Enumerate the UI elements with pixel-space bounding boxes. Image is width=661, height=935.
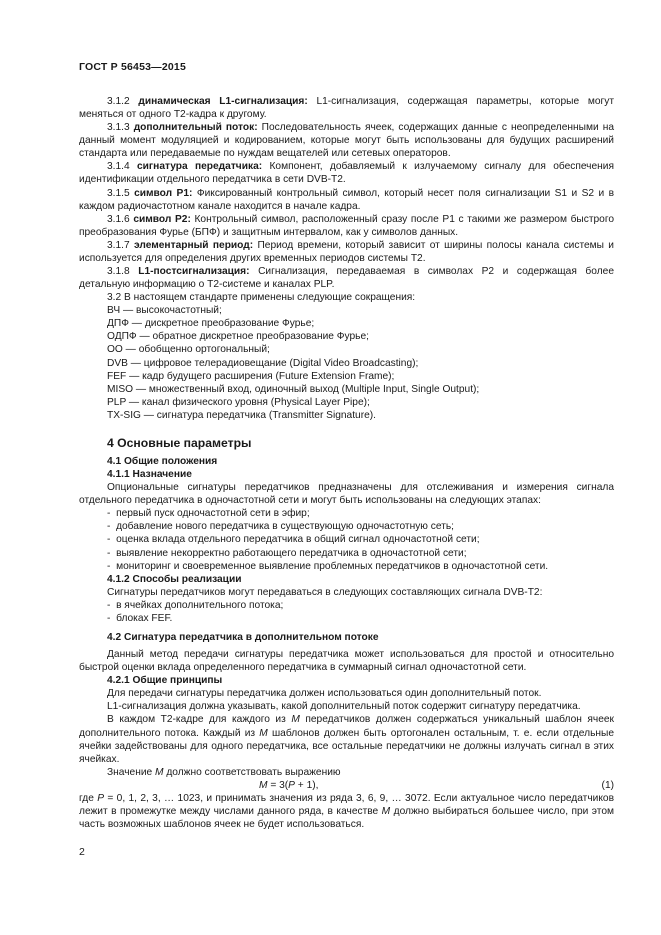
abbreviation-item: ОДПФ — обратное дискретное преобразование Фурье; — [107, 331, 369, 343]
text-run: В каждом Т2-кадре для каждого из — [107, 714, 292, 726]
variable-m: M — [291, 714, 300, 726]
paragraph-4-1-1: Опциональные сигнатуры передатчиков предназначены для отслеживания и измерения сигнала отдельного передатчика в одночастотной сети и могут быть использованы на следующих этапах: — [79, 482, 614, 507]
bullet-text: первый пуск одночастотной сети в эфир; — [116, 508, 310, 520]
bullet-item: - выявление некорректно работающего передатчика в одночастотной сети; — [107, 547, 467, 559]
abbreviation-item: TX-SIG — сигнатура передатчика (Transmitter Signature). — [107, 409, 377, 421]
bullet-text: мониторинг и своевременное выявление проблемных передатчиков в одночастотной сети. — [116, 560, 549, 572]
section-4-heading: 4 Основные параметры — [107, 435, 252, 450]
abbreviations-intro: 3.2 В настоящем стандарте применены следующие сокращения: — [107, 292, 416, 304]
abbreviation-item: FEF — кадр будущего расширения (Future Extension Frame); — [107, 370, 395, 382]
def-number: 3.1.8 — [107, 266, 130, 278]
def-term: символ P2: — [133, 213, 191, 225]
formula-number: (1) — [601, 779, 614, 791]
paragraph-4-2: Данный метод передачи сигнатуры передатчика может использоваться для простой и относительно быстрой оценки вклада определенного передатчика в суммарный сигнал одночастотной сети. — [79, 649, 614, 674]
section-4-1-2-heading: 4.1.2 Способы реализации — [107, 573, 242, 585]
definition-3-1-7 — [79, 239, 614, 265]
formula-text: + 1), — [294, 779, 319, 791]
def-number: 3.1.2 — [107, 96, 130, 107]
bullet-item: - мониторинг и своевременное выявление проблемных передатчиков в одночастотной сети. — [107, 560, 549, 572]
section-4-2-heading: 4.2 Сигнатура передатчика в дополнительном потоке — [107, 631, 379, 643]
formula-1 — [79, 779, 614, 792]
def-text: Последовательность ячеек, содержащих данные с неопределенными на данный момент модуляцией и кодированием, которые могут быть использованы для будущих расширений стандарта или передаваемые по нуждам вещателей или сетевых операторов. — [79, 122, 614, 160]
bullet-text: в ячейках дополнительного потока; — [116, 599, 284, 611]
def-number: 3.1.4 — [107, 161, 130, 173]
def-number: 3.1.6 — [107, 213, 130, 225]
bullet-text: выявление некорректно работающего передатчика в одночастотной сети; — [116, 547, 467, 559]
abbreviation-item: PLP — канал физического уровня (Physical Layer Pipe); — [107, 396, 370, 408]
paragraph-4-2-1-a: Для передачи сигнатуры передатчика должен использоваться один дополнительный поток. — [107, 688, 542, 700]
def-text: Период времени, который зависит от ширины полосы канала системы и используется для определения других временных периодов системы Т2. — [79, 239, 614, 264]
standard-header: ГОСТ Р 56453—2015 — [79, 61, 187, 73]
def-term: динамическая L1-сигнализация: — [138, 96, 308, 107]
definition-3-1-8 — [79, 265, 614, 291]
page-content — [79, 95, 614, 831]
def-term: L1-постсигнализация: — [138, 266, 250, 278]
def-text: Компонент, добавляемый к излучаемому сигналу для обеспечения идентификации отдельного передатчика в сети DVB-T2. — [79, 161, 614, 186]
paragraph-4-2-1-d — [79, 766, 614, 779]
abbreviation-item: ОО — обобщенно ортогональный; — [107, 344, 270, 356]
def-term: сигнатура передатчика: — [137, 161, 263, 173]
bullet-item: - оценка вклада отдельного передатчика в общий сигнал одночастотной сети; — [107, 534, 480, 546]
def-number: 3.1.5 — [107, 187, 130, 199]
formula-expression — [259, 779, 318, 792]
def-text: L1-сигнализация, содержащая параметры, которые могут меняться от одного Т2-кадра к другому. — [79, 96, 614, 121]
text-run: где — [79, 792, 98, 804]
definition-3-1-3 — [79, 121, 614, 160]
text-run: должно выбираться большее число, при этом часть возможных шаблонов ячеек не будет использоваться. — [79, 805, 614, 831]
definition-3-1-5 — [79, 187, 614, 213]
definition-3-1-6 — [79, 213, 614, 239]
def-term: дополнительный поток: — [133, 122, 258, 134]
section-4-1-heading: 4.1 Общие положения — [107, 455, 218, 467]
variable-m: M — [259, 779, 268, 791]
def-number: 3.1.7 — [107, 239, 130, 251]
bullet-item: - первый пуск одночастотной сети в эфир; — [107, 508, 310, 520]
section-4-1-1-heading: 4.1.1 Назначение — [107, 469, 192, 481]
formula-text: = 3( — [267, 779, 289, 791]
def-number: 3.1.3 — [107, 122, 130, 134]
paragraph-4-2-1-b: L1-сигнализация должна указывать, какой дополнительный поток содержит сигнатуру передатчика. — [107, 701, 581, 713]
page-number: 2 — [79, 846, 85, 858]
bullet-text: блоках FEF. — [116, 612, 173, 624]
abbreviation-item: ВЧ — высокочастотный; — [107, 305, 222, 317]
paragraph-4-1-2: Сигнатуры передатчиков могут передаваться в следующих составляющих сигнала DVB-T2: — [107, 586, 543, 598]
text-run: должно соответствовать выражению — [163, 766, 341, 778]
bullet-text: добавление нового передатчика в существующую одночастотную сеть; — [116, 521, 455, 533]
bullet-item: - в ячейках дополнительного потока; — [107, 599, 284, 611]
variable-p: P — [288, 779, 295, 791]
def-text: Сигнализация, передаваемая в символах P2 и содержащая более детальную информацию о Т2-системе и каналах PLP. — [79, 266, 614, 291]
abbreviation-item: MISO — множественный вход, одиночный выход (Multiple Input, Single Output); — [107, 383, 480, 395]
text-run: шаблонов должен быть ортогонален остальным, т. е. если отдельные ячейки задействованы для одного передатчика, все остальные передатчики не должны излучать сигнал в этих ячейках. — [79, 727, 614, 765]
bullet-text: оценка вклада отдельного передатчика в общий сигнал одночастотной сети; — [116, 534, 480, 546]
abbreviation-item: DVB — цифровое телерадиовещание (Digital Video Broadcasting); — [107, 357, 419, 369]
def-term: элементарный период: — [133, 239, 254, 251]
variable-p: P — [97, 792, 105, 804]
def-text: Контрольный символ, расположенный сразу после P1 с такими же размером быстрого преобразования Фурье (БПФ) и защитным интервалом, как у символов данных. — [79, 213, 614, 238]
bullet-item: - блоках FEF. — [107, 612, 173, 624]
section-4-2-1-heading: 4.2.1 Общие принципы — [107, 675, 223, 687]
text-run: = 0, 1, 2, 3, … 1023, и принимать значения из ряда 3, 6, 9, … 3072. Если актуальное число передатчиков лежит в промежутке между числами данного ряда, в качестве — [79, 792, 614, 817]
abbreviation-item: ДПФ — дискретное преобразование Фурье; — [107, 318, 315, 330]
text-run: Значение — [107, 766, 156, 778]
variable-m: M — [155, 766, 164, 778]
definition-3-1-2 — [79, 95, 614, 121]
text-run: передатчиков должен содержаться уникальный шаблон ячеек дополнительного потока. Каждый из — [79, 714, 614, 739]
bullet-item: - добавление нового передатчика в существующую одночастотную сеть; — [107, 521, 455, 533]
variable-m: M — [259, 727, 268, 739]
def-term: символ P1: — [134, 187, 193, 199]
definition-3-1-4 — [79, 160, 614, 186]
paragraph-4-2-1-c — [79, 713, 614, 765]
paragraph-4-2-1-e — [79, 792, 614, 831]
def-text: Фиксированный контрольный символ, который несет поля сигнализации S1 и S2 и в каждом радиочастотном канале находится в начале кадра. — [79, 187, 614, 212]
variable-m: M — [381, 805, 391, 817]
